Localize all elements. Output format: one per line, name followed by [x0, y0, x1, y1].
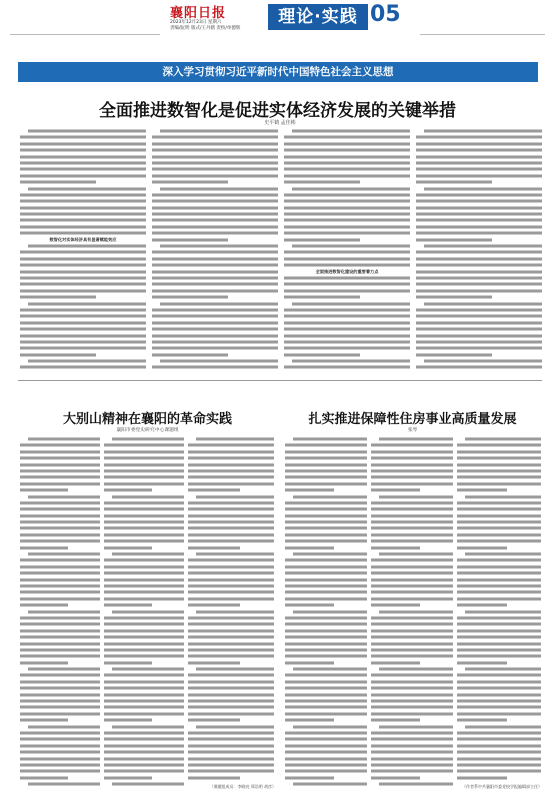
text-line: [20, 364, 146, 370]
article2-column-3: [188, 436, 274, 782]
subhead: 全面推进数智化建设的重要着力点: [315, 268, 379, 274]
article2-byline: 襄阳市委党史研究中心课题组: [116, 428, 179, 433]
article2-column-1: [20, 436, 100, 792]
article1-byline: 史平鹤 孟佳彬: [264, 120, 296, 126]
text-line: [28, 781, 100, 787]
newspaper-logo: 襄阳日报: [170, 6, 227, 21]
subhead: 数智化对实体经济具有显著赋能效应: [49, 236, 117, 242]
text-line: [293, 781, 367, 787]
text-line: [112, 781, 184, 787]
article1-column-1: [20, 128, 146, 372]
section-divider: [18, 380, 542, 381]
article2-title: 大别山精神在襄阳的革命实践: [62, 412, 232, 427]
article2-column-2: [104, 436, 184, 792]
article3-byline: 张琴: [407, 428, 418, 433]
text-line: [188, 775, 240, 781]
article3-title: 扎实推进保障性住房事业高质量发展: [308, 412, 517, 427]
page-number: 05: [370, 2, 401, 27]
theme-banner: 深入学习贯彻习近平新时代中国特色社会主义思想: [18, 62, 538, 82]
text-line: [416, 364, 542, 370]
masthead: [0, 0, 555, 40]
article2-source-note: （课题组成员：李晓亮 郑浩明 胡彦）: [209, 784, 276, 789]
article3-column-3: [457, 436, 541, 782]
dateline: [170, 20, 265, 32]
masthead-left-rule: [10, 34, 160, 35]
article3-column-2: [371, 436, 453, 792]
section-title: 理论·实践: [268, 4, 368, 30]
dateline-editors: 责编/阮明 版式/王丹鹤 责校/单德辉: [170, 26, 241, 31]
article3-author-note: （作者系中共襄阳市委党校学报编辑部主任）: [462, 784, 542, 789]
article1-column-3: [284, 128, 410, 372]
masthead-right-rule: [420, 34, 545, 35]
text-line: [152, 364, 278, 370]
dateline-date: 2023年12月23日 星期六: [170, 20, 222, 25]
text-line: [284, 364, 410, 370]
article1-title: 全面推进数智化是促进实体经济发展的关键举措: [99, 101, 456, 121]
article1-column-4: [416, 128, 542, 372]
text-line: [457, 775, 507, 781]
article3-column-1: [285, 436, 367, 792]
article1-column-2: [152, 128, 278, 372]
